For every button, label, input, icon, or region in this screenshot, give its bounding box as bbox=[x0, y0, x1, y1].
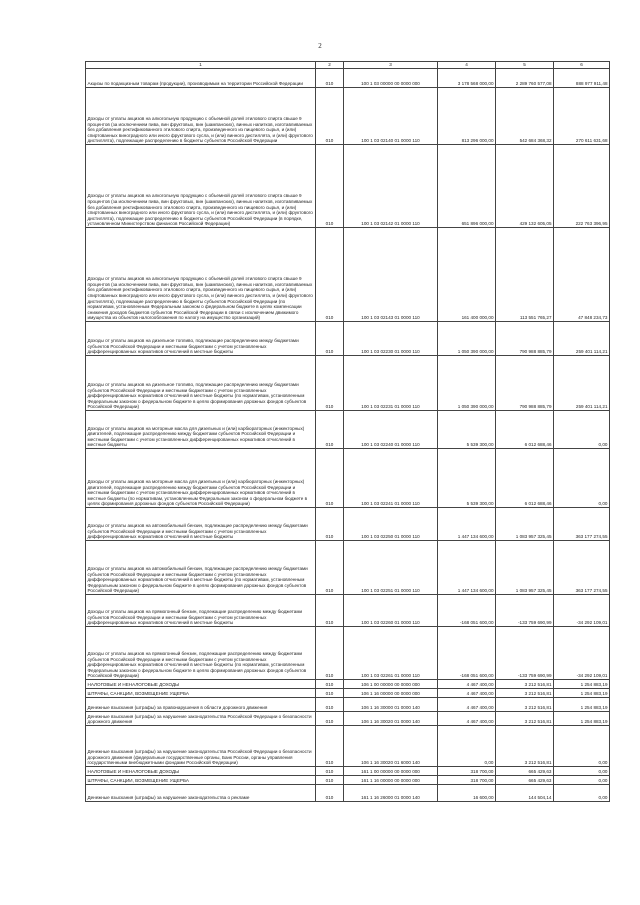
row-executed-amount: 1 083 957 325,45 bbox=[496, 541, 554, 595]
row-approved-amount: 1 447 134 600,00 bbox=[438, 508, 496, 541]
row-executed-amount: 429 132 605,05 bbox=[496, 145, 554, 228]
row-name: Доходы от уплаты акцизов на алкогольную продукцию с объемной долей этилового спирта свыше 9 процентов (за исключением пива, вин фруктовых, вин (шампанских), винных напитков, изготавливаемых без добавления ректификованного этилового спирта, произведенного из пищевого сырья, и (или) спиртованных виноградного или иного фруктового сусла, и (или) винного дистиллята, и (или) фруктового дистиллята), подлежащие распределению в бюджеты субъектов Российской Федерации (по нормативам, установленным Федеральным законом о федеральном бюджете в целях компенсации снижения доходов бюджетов субъектов Российской Федерации в связи с исключением движимого имущества из объектов налогообложения по налогу на имущество организаций) bbox=[86, 228, 316, 322]
row-code: 010 bbox=[316, 627, 344, 680]
row-unexecuted-amount: 0,00 bbox=[554, 449, 610, 508]
row-approved-amount: 1 050 390 000,00 bbox=[438, 322, 496, 356]
row-unexecuted-amount: 0,00 bbox=[554, 411, 610, 449]
row-budget-code: 106 1 16 00000 00 0000 000 bbox=[344, 689, 438, 698]
row-unexecuted-amount: -34 292 109,01 bbox=[554, 595, 610, 627]
row-code: 010 bbox=[316, 228, 344, 322]
row-approved-amount: 3 178 568 000,00 bbox=[438, 69, 496, 88]
row-approved-amount: 1 050 390 000,00 bbox=[438, 356, 496, 411]
table-header-row bbox=[86, 62, 610, 69]
row-executed-amount: 790 988 885,79 bbox=[496, 356, 554, 411]
table-row bbox=[86, 767, 610, 776]
row-budget-code: 106 1 00 00000 00 0000 000 bbox=[344, 680, 438, 689]
row-code: 010 bbox=[316, 322, 344, 356]
row-unexecuted-amount: 0,00 bbox=[554, 785, 610, 802]
row-unexecuted-amount: 1 254 883,19 bbox=[554, 712, 610, 726]
table-row bbox=[86, 726, 610, 767]
row-approved-amount: 651 896 000,00 bbox=[438, 145, 496, 228]
row-budget-code: 100 1 03 02261 01 0000 110 bbox=[344, 627, 438, 680]
row-name: Денежные взыскания (штрафы) за правонарушения в области дорожного движения bbox=[86, 698, 316, 712]
row-name: Денежные взыскания (штрафы) за нарушение законодательства Российской Федерации о безопасности дорожного движения bbox=[86, 712, 316, 726]
table-row bbox=[86, 411, 610, 449]
header-col-3: 3 bbox=[344, 62, 438, 69]
row-code: 010 bbox=[316, 726, 344, 767]
row-approved-amount: 318 700,00 bbox=[438, 776, 496, 785]
row-unexecuted-amount: 363 177 274,55 bbox=[554, 508, 610, 541]
row-name: Денежные взыскания (штрафы) за нарушение законодательства Российской Федерации о безопасности дорожного движения (федеральные государственные органы, Банк России, органы управления государственными внебюджетными фондами Российской Федерации) bbox=[86, 726, 316, 767]
table-row bbox=[86, 785, 610, 802]
row-unexecuted-amount: 259 401 114,21 bbox=[554, 322, 610, 356]
table-row bbox=[86, 712, 610, 726]
row-unexecuted-amount: 270 611 631,68 bbox=[554, 88, 610, 145]
row-budget-code: 100 1 03 00000 00 0000 000 bbox=[344, 69, 438, 88]
row-approved-amount: 318 700,00 bbox=[438, 767, 496, 776]
row-budget-code: 100 1 03 02230 01 0000 110 bbox=[344, 322, 438, 356]
row-budget-code: 106 1 16 30020 01 0000 140 bbox=[344, 712, 438, 726]
row-budget-code: 161 1 00 00000 00 0000 000 bbox=[344, 767, 438, 776]
row-budget-code: 100 1 03 02143 01 0000 110 bbox=[344, 228, 438, 322]
header-col-1: 1 bbox=[86, 62, 316, 69]
row-executed-amount: 3 212 516,81 bbox=[496, 680, 554, 689]
row-executed-amount: 3 212 516,81 bbox=[496, 726, 554, 767]
row-code: 010 bbox=[316, 712, 344, 726]
table-row bbox=[86, 449, 610, 508]
row-code: 010 bbox=[316, 541, 344, 595]
row-executed-amount: 790 988 885,79 bbox=[496, 322, 554, 356]
row-budget-code: 100 1 03 02250 01 0000 110 bbox=[344, 508, 438, 541]
row-name: Доходы от уплаты акцизов на дизельное топливо, подлежащие распределению между бюджетами субъектов Российской Федерации и местными бюджетами с учетом установленных дифференцированных нормативов отчислений в местные бюджеты (по нормативам, установленным Федеральным законом о федеральном бюджете в целях формирования дорожных фондов субъектов Российской Федерации) bbox=[86, 356, 316, 411]
row-unexecuted-amount: 0,00 bbox=[554, 726, 610, 767]
row-name: Доходы от уплаты акцизов на прямогонный бензин, подлежащие распределению между бюджетами субъектов Российской Федерации и местными бюджетами с учетом установленных дифференцированных нормативов отчислений в местные бюджеты bbox=[86, 595, 316, 627]
row-executed-amount: 6 012 688,46 bbox=[496, 449, 554, 508]
row-budget-code: 100 1 03 02240 01 0000 110 bbox=[344, 411, 438, 449]
row-budget-code: 100 1 03 02140 01 0000 110 bbox=[344, 88, 438, 145]
row-executed-amount: 144 504,14 bbox=[496, 785, 554, 802]
header-col-6: 6 bbox=[554, 62, 610, 69]
row-budget-code: 100 1 03 02142 01 0000 110 bbox=[344, 145, 438, 228]
row-name: ШТРАФЫ, САНКЦИИ, ВОЗМЕЩЕНИЕ УЩЕРБА bbox=[86, 689, 316, 698]
row-budget-code: 100 1 03 02260 01 0000 110 bbox=[344, 595, 438, 627]
header-col-5: 5 bbox=[496, 62, 554, 69]
row-unexecuted-amount: 0,00 bbox=[554, 767, 610, 776]
row-unexecuted-amount: 47 848 234,73 bbox=[554, 228, 610, 322]
row-approved-amount: -168 051 600,00 bbox=[438, 595, 496, 627]
row-executed-amount: 3 212 516,81 bbox=[496, 712, 554, 726]
row-unexecuted-amount: 1 254 883,19 bbox=[554, 680, 610, 689]
row-name: Акцизы по подакцизным товарам (продукции), производимым на территории Российской Федерации bbox=[86, 69, 316, 88]
table-row bbox=[86, 698, 610, 712]
row-code: 010 bbox=[316, 776, 344, 785]
row-code: 010 bbox=[316, 88, 344, 145]
row-budget-code: 106 1 16 30000 01 0000 140 bbox=[344, 698, 438, 712]
revenue-table bbox=[85, 61, 610, 802]
row-executed-amount: 2 289 760 577,08 bbox=[496, 69, 554, 88]
row-code: 010 bbox=[316, 689, 344, 698]
row-approved-amount: 0,00 bbox=[438, 726, 496, 767]
row-code: 010 bbox=[316, 595, 344, 627]
row-budget-code: 161 1 16 00000 00 0000 000 bbox=[344, 776, 438, 785]
row-name: Доходы от уплаты акцизов на моторные масла для дизельных и (или) карбюраторных (инжекторных) двигателей, подлежащие распределению между бюджетами субъектов Российской Федерации и местными бюджетами с учетом установленных дифференцированных нормативов отчислений в местные бюджеты (по нормативам, установленным Федеральным законом о федеральном бюджете в целях формирования дорожных фондов субъектов Российской Федерации) bbox=[86, 449, 316, 508]
row-approved-amount: 161 400 000,00 bbox=[438, 228, 496, 322]
table-row bbox=[86, 88, 610, 145]
table-row bbox=[86, 776, 610, 785]
row-name: Доходы от уплаты акцизов на прямогонный бензин, подлежащие распределению между бюджетами субъектов Российской Федерации и местными бюджетами с учетом установленных дифференцированных нормативов отчислений в местные бюджеты (по нормативам, установленным Федеральным законом о федеральном бюджете в целях формирования дорожных фондов субъектов Российской Федерации) bbox=[86, 627, 316, 680]
row-unexecuted-amount: 363 177 274,55 bbox=[554, 541, 610, 595]
table-row bbox=[86, 145, 610, 228]
row-executed-amount: 3 212 516,81 bbox=[496, 698, 554, 712]
row-code: 010 bbox=[316, 698, 344, 712]
row-executed-amount: 1 083 957 325,45 bbox=[496, 508, 554, 541]
row-code: 010 bbox=[316, 69, 344, 88]
table-row bbox=[86, 680, 610, 689]
row-unexecuted-amount: 259 401 114,21 bbox=[554, 356, 610, 411]
table-row bbox=[86, 322, 610, 356]
row-code: 010 bbox=[316, 680, 344, 689]
row-budget-code: 161 1 16 26000 01 0000 140 bbox=[344, 785, 438, 802]
row-code: 010 bbox=[316, 785, 344, 802]
row-executed-amount: 113 551 765,27 bbox=[496, 228, 554, 322]
row-code: 010 bbox=[316, 145, 344, 228]
row-unexecuted-amount: 0,00 bbox=[554, 776, 610, 785]
row-name: Денежные взыскания (штрафы) за нарушение законодательства о рекламе bbox=[86, 785, 316, 802]
table-row bbox=[86, 627, 610, 680]
row-unexecuted-amount: 222 763 396,95 bbox=[554, 145, 610, 228]
row-executed-amount: 665 429,63 bbox=[496, 767, 554, 776]
row-name: Доходы от уплаты акцизов на алкогольную продукцию с объемной долей этилового спирта свыше 9 процентов (за исключением пива, вин фруктовых, вин (шампанских), винных напитков, изготавливаемых без добавления ректификованного этилового спирта, произведенного из пищевого сырья, и (или) спиртованных виноградного или иного фруктового сусла, и (или) винного дистиллята, и (или) фруктового дистиллята), подлежащие распределению в бюджеты субъектов Российской Федерации (в порядке, установленном Министерством финансов Российской Федерации) bbox=[86, 145, 316, 228]
row-approved-amount: 4 467 400,00 bbox=[438, 698, 496, 712]
table-row bbox=[86, 689, 610, 698]
table-row bbox=[86, 228, 610, 322]
row-name: Доходы от уплаты акцизов на моторные масла для дизельных и (или) карбюраторных (инжекторных) двигателей, подлежащие распределению между бюджетами субъектов Российской Федерации и местными бюджетами с учетом установленных дифференцированных нормативов отчислений в местные бюджеты bbox=[86, 411, 316, 449]
table-row bbox=[86, 356, 610, 411]
row-name: НАЛОГОВЫЕ И НЕНАЛОГОВЫЕ ДОХОДЫ bbox=[86, 767, 316, 776]
table-row bbox=[86, 541, 610, 595]
row-approved-amount: 813 296 000,00 bbox=[438, 88, 496, 145]
row-executed-amount: 542 684 368,32 bbox=[496, 88, 554, 145]
row-name: Доходы от уплаты акцизов на автомобильный бензин, подлежащие распределению между бюджетами субъектов Российской Федерации и местными бюджетами с учетом установленных дифференцированных нормативов отчислений в местные бюджеты bbox=[86, 508, 316, 541]
row-name: НАЛОГОВЫЕ И НЕНАЛОГОВЫЕ ДОХОДЫ bbox=[86, 680, 316, 689]
table-row bbox=[86, 69, 610, 88]
row-unexecuted-amount: 1 254 883,19 bbox=[554, 689, 610, 698]
row-approved-amount: 1 447 134 600,00 bbox=[438, 541, 496, 595]
row-unexecuted-amount: -34 292 109,01 bbox=[554, 627, 610, 680]
table-row bbox=[86, 508, 610, 541]
row-code: 010 bbox=[316, 767, 344, 776]
row-code: 010 bbox=[316, 449, 344, 508]
row-approved-amount: 5 539 300,00 bbox=[438, 449, 496, 508]
row-approved-amount: 4 467 400,00 bbox=[438, 689, 496, 698]
row-budget-code: 100 1 03 02251 01 0000 110 bbox=[344, 541, 438, 595]
row-executed-amount: 6 012 688,46 bbox=[496, 411, 554, 449]
page-number: 2 bbox=[318, 42, 322, 50]
row-budget-code: 106 1 16 30020 01 6000 140 bbox=[344, 726, 438, 767]
row-approved-amount: 4 467 400,00 bbox=[438, 712, 496, 726]
row-name: Доходы от уплаты акцизов на автомобильный бензин, подлежащие распределению между бюджетами субъектов Российской Федерации и местными бюджетами с учетом установленных дифференцированных нормативов отчислений в местные бюджеты (по нормативам, установленным Федеральным законом о федеральном бюджете в целях формирования дорожных фондов субъектов Российской Федерации) bbox=[86, 541, 316, 595]
row-approved-amount: -168 051 600,00 bbox=[438, 627, 496, 680]
row-approved-amount: 5 539 300,00 bbox=[438, 411, 496, 449]
row-unexecuted-amount: 1 254 883,19 bbox=[554, 698, 610, 712]
header-col-4: 4 bbox=[438, 62, 496, 69]
row-budget-code: 100 1 03 02231 01 0000 110 bbox=[344, 356, 438, 411]
table-row bbox=[86, 595, 610, 627]
row-name: Доходы от уплаты акцизов на дизельное топливо, подлежащие распределению между бюджетами субъектов Российской Федерации и местными бюджетами с учетом установленных дифференцированных нормативов отчислений в местные бюджеты bbox=[86, 322, 316, 356]
row-approved-amount: 4 467 400,00 bbox=[438, 680, 496, 689]
row-executed-amount: 665 429,63 bbox=[496, 776, 554, 785]
row-code: 010 bbox=[316, 356, 344, 411]
row-approved-amount: 16 600,00 bbox=[438, 785, 496, 802]
row-name: Доходы от уплаты акцизов на алкогольную продукцию с объемной долей этилового спирта свыше 9 процентов (за исключением пива, вин фруктовых, вин (шампанских), винных напитков, изготавливаемых без добавления ректификованного этилового спирта, произведенного из пищевого сырья, и (или) спиртованных виноградного или иного фруктового сусла, и (или) винного дистиллята, и (или) фруктового дистиллята), подлежащие распределению в бюджеты субъектов Российской Федерации bbox=[86, 88, 316, 145]
row-budget-code: 100 1 03 02241 01 0000 110 bbox=[344, 449, 438, 508]
row-executed-amount: 3 212 516,81 bbox=[496, 689, 554, 698]
header-col-2: 2 bbox=[316, 62, 344, 69]
row-name: ШТРАФЫ, САНКЦИИ, ВОЗМЕЩЕНИЕ УЩЕРБА bbox=[86, 776, 316, 785]
row-executed-amount: -133 759 690,99 bbox=[496, 627, 554, 680]
row-code: 010 bbox=[316, 411, 344, 449]
row-executed-amount: -133 759 690,99 bbox=[496, 595, 554, 627]
row-code: 010 bbox=[316, 508, 344, 541]
row-unexecuted-amount: 888 977 911,48 bbox=[554, 69, 610, 88]
